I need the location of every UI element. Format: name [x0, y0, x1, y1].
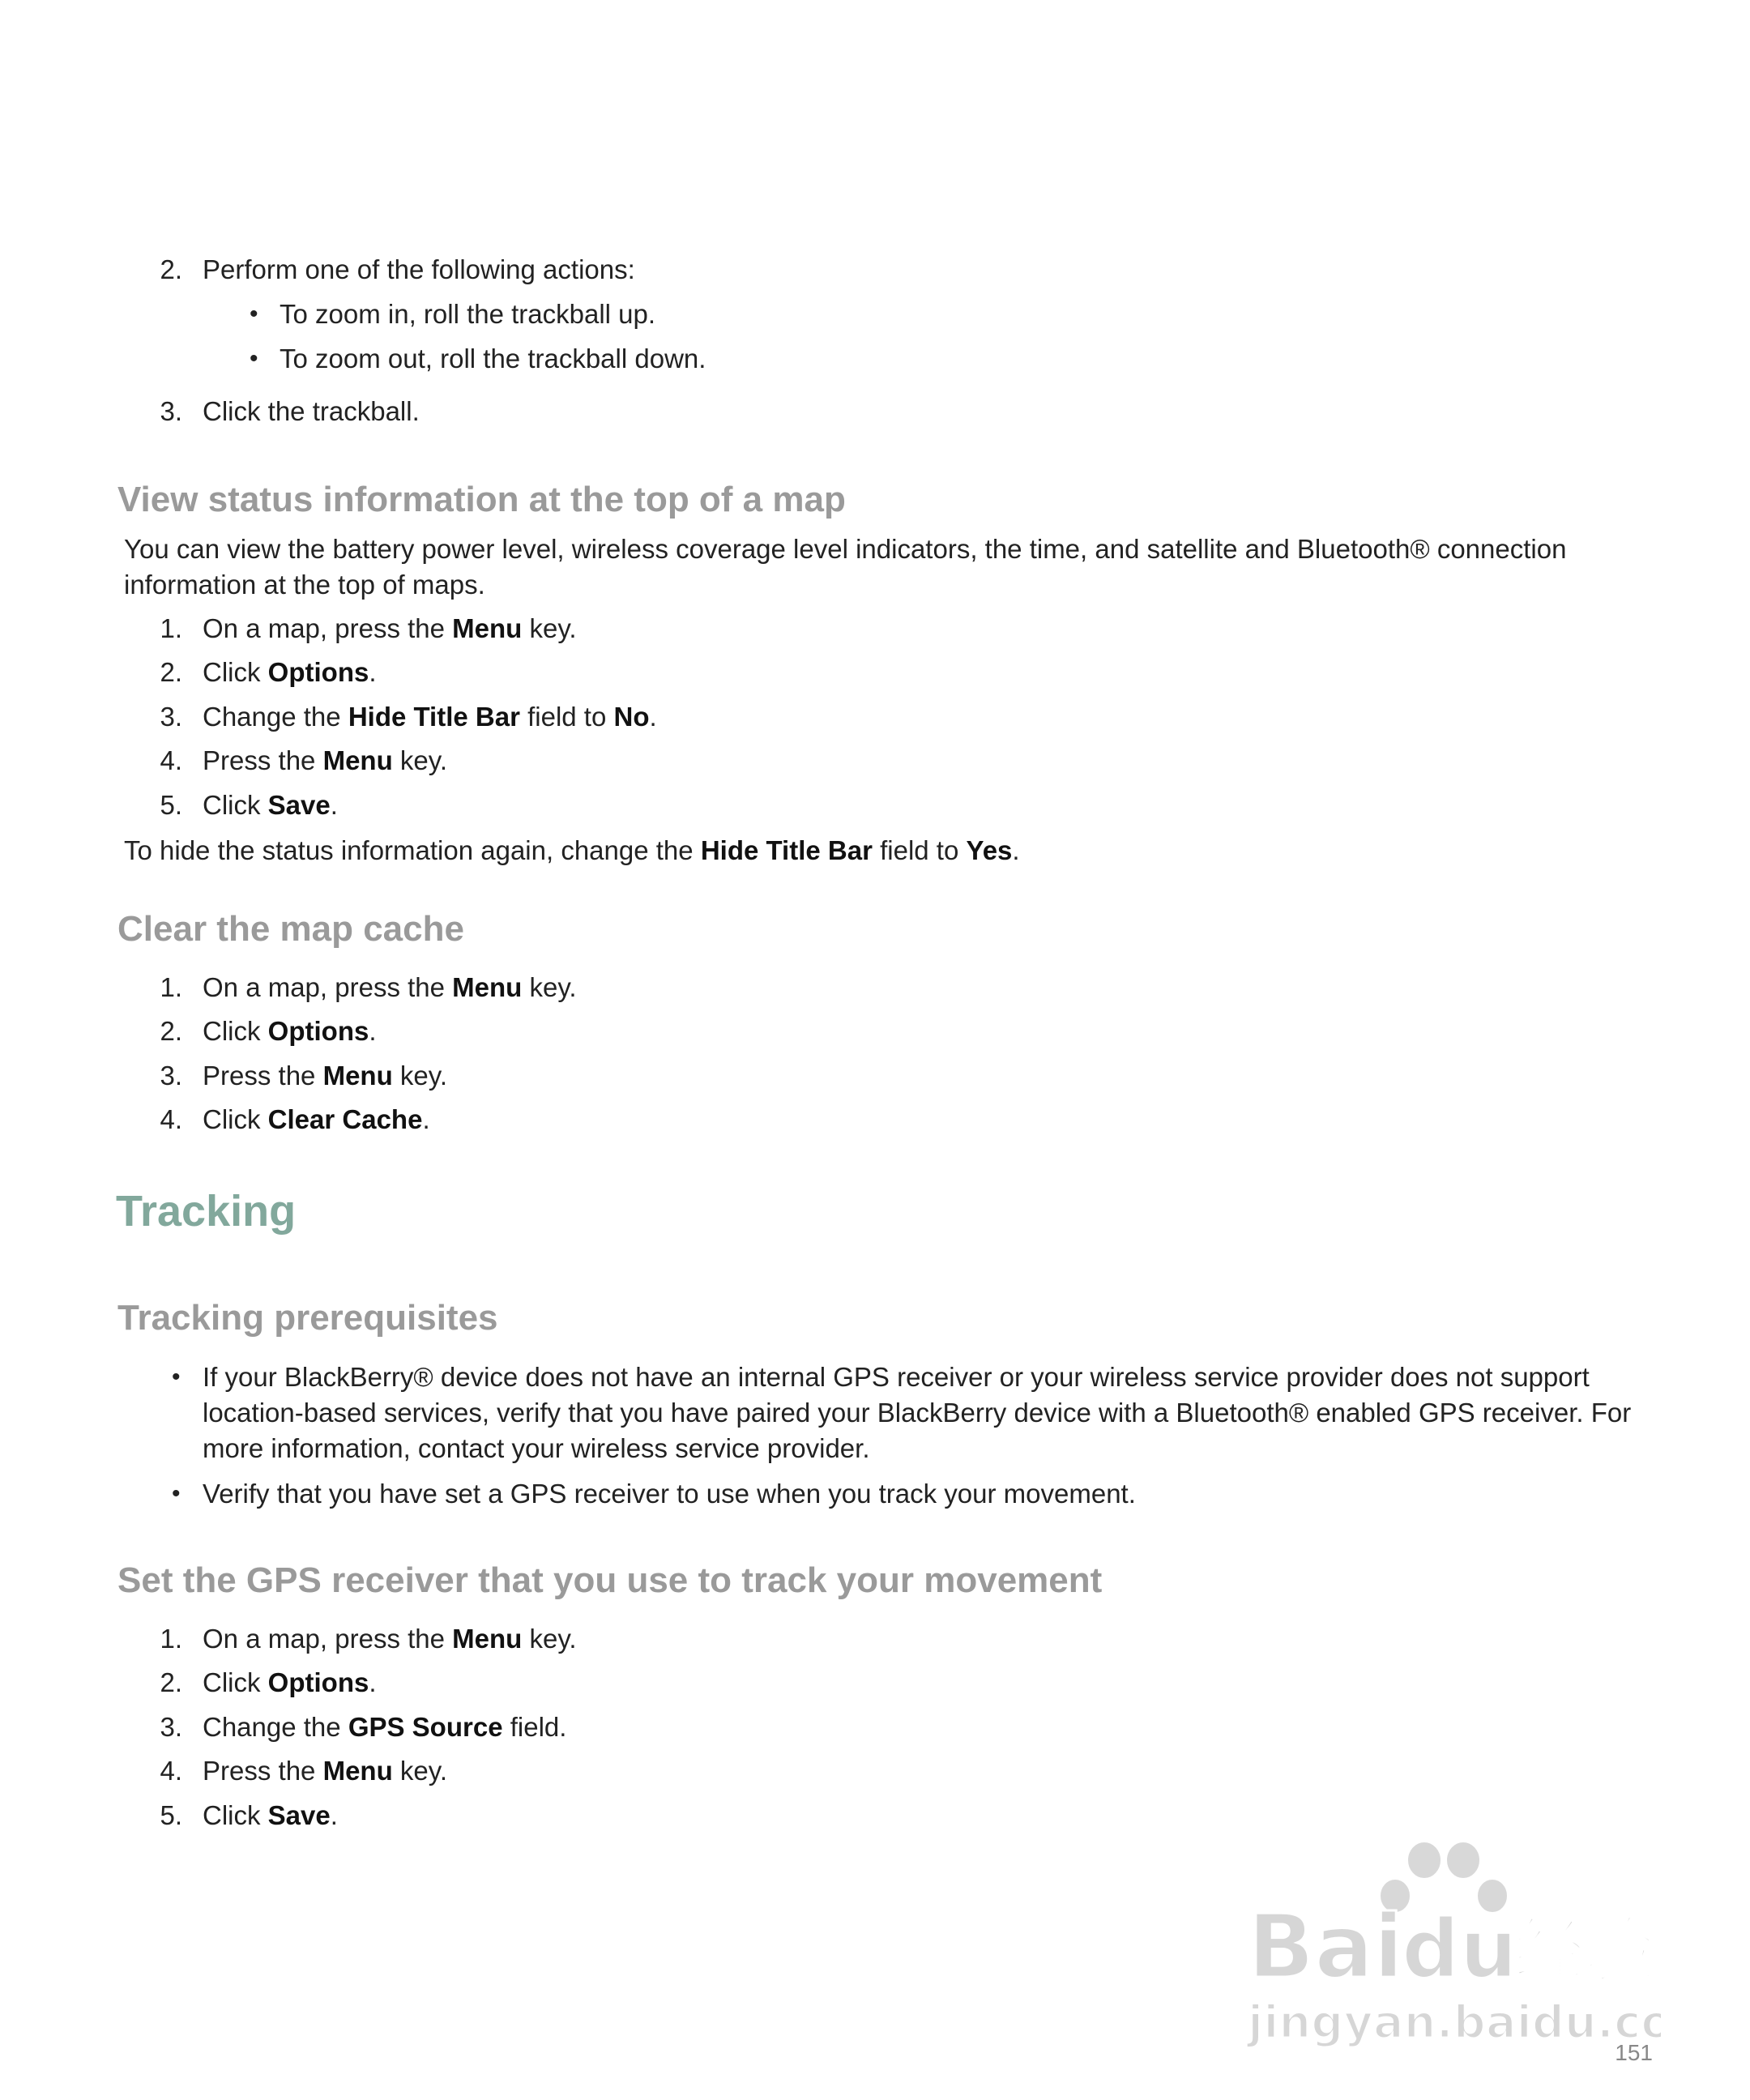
step-text: Press the Menu key.	[203, 1756, 447, 1786]
step-number: 3.	[160, 1712, 182, 1742]
step-number: 4.	[160, 745, 182, 775]
page-number: 151	[1615, 2040, 1653, 2065]
bullet-text: If your BlackBerry® device does not have an internal GPS receiver or your wireless service provider does not support location-based services, verify that you have paired your BlackBerry device with a Bluetooth® enabled GPS receiver. For more information, contact your wireless service provider.	[203, 1362, 1632, 1463]
bullet-dot: •	[172, 1480, 181, 1507]
baidu-watermark-logo	[1240, 1839, 1661, 2050]
chapter-title: Tracking	[116, 1187, 297, 1236]
step-text: Click Save.	[203, 1800, 338, 1830]
step-text: Click Clear Cache.	[203, 1104, 430, 1134]
bullet-text: To zoom out, roll the trackball down.	[280, 344, 706, 373]
svg-text:jingyan.baidu.com: jingyan.baidu.co	[1248, 1996, 1661, 2049]
section-heading-prereq: Tracking prerequisites	[117, 1298, 498, 1338]
step-number: 4.	[160, 1104, 182, 1134]
step-text: Click the trackball.	[203, 396, 420, 426]
step-text: Click Options.	[203, 1667, 377, 1697]
bullet-text: Verify that you have set a GPS receiver to use when you track your movement.	[203, 1479, 1136, 1509]
svg-text:du: du	[1402, 1902, 1517, 1996]
section-heading-status: View status information at the top of a map	[117, 480, 846, 519]
step-text: Click Save.	[203, 790, 338, 820]
step-text: Click Options.	[203, 1016, 377, 1046]
section-heading-cache: Clear the map cache	[117, 909, 464, 949]
step-number: 2.	[160, 1667, 182, 1697]
bullet-text: To zoom in, roll the trackball up.	[280, 299, 656, 329]
step-text: Click Options.	[203, 657, 377, 687]
step-number: 3.	[160, 396, 182, 426]
step-text: On a map, press the Menu key.	[203, 613, 577, 643]
step-text: On a map, press the Menu key.	[203, 972, 577, 1002]
svg-text:经验: 经验	[1513, 1909, 1657, 1992]
step-number: 5.	[160, 1800, 182, 1830]
step-text: On a map, press the Menu key.	[203, 1624, 577, 1654]
section-intro: You can view the battery power level, wireless coverage level indicators, the time, and satellite and Bluetooth® connection information at the top of maps.	[124, 534, 1567, 600]
step-text: Press the Menu key.	[203, 1061, 447, 1091]
step-text: Press the Menu key.	[203, 745, 447, 775]
step-number: 3.	[160, 702, 182, 732]
step-number: 2.	[160, 254, 182, 284]
paw-logo-icon	[1240, 1839, 1661, 2050]
bullet-dot: •	[250, 301, 258, 327]
step-number: 5.	[160, 790, 182, 820]
step-text: Change the GPS Source field.	[203, 1712, 567, 1742]
step-number: 4.	[160, 1756, 182, 1786]
step-text: Perform one of the following actions:	[203, 254, 635, 284]
step-number: 1.	[160, 613, 182, 643]
step-number: 2.	[160, 1016, 182, 1046]
step-number: 1.	[160, 972, 182, 1002]
step-number: 1.	[160, 1624, 182, 1654]
section-footer-note: To hide the status information again, change the Hide Title Bar field to Yes.	[124, 835, 1020, 865]
baidu-brand-text: Bai	[1248, 1897, 1404, 1998]
bullet-dot: •	[172, 1364, 181, 1390]
bullet-dot: •	[250, 345, 258, 372]
section-heading-gps: Set the GPS receiver that you use to track your movement	[117, 1560, 1103, 1600]
step-number: 2.	[160, 657, 182, 687]
step-text: Change the Hide Title Bar field to No.	[203, 702, 657, 732]
step-number: 3.	[160, 1061, 182, 1091]
